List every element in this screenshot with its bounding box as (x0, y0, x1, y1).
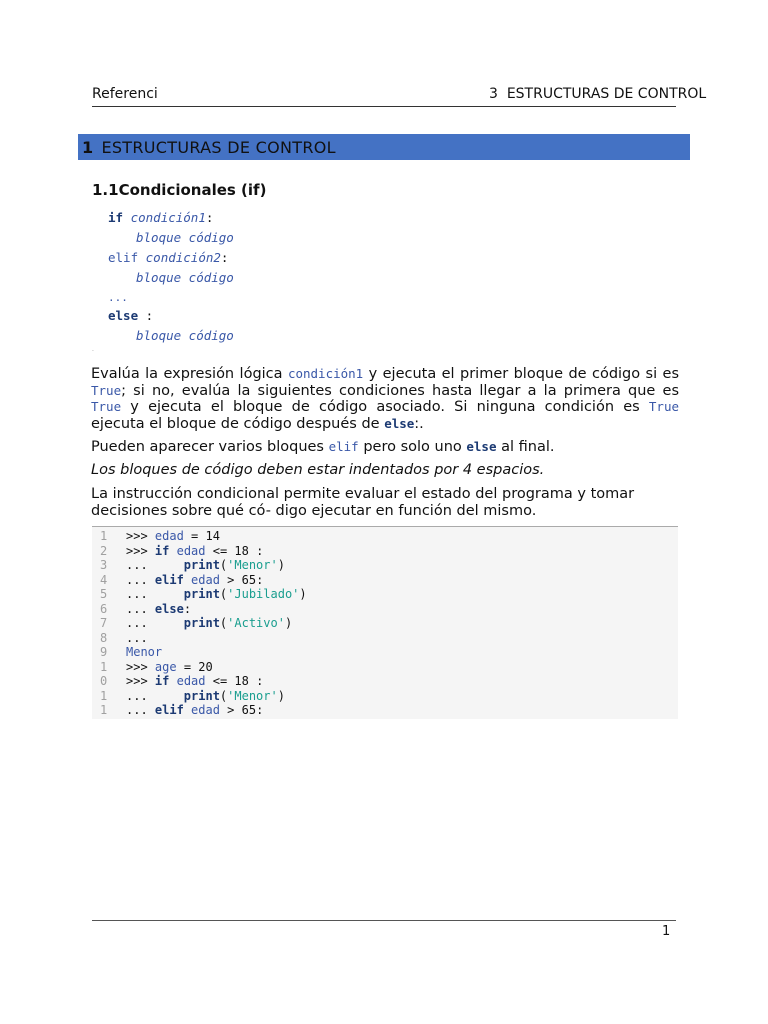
template-ellipsis: ... (108, 291, 128, 304)
paragraph-elif-else (91, 439, 679, 456)
code-prompt: ... (126, 630, 148, 645)
footer-rule (92, 920, 676, 921)
line-number: 1 (100, 659, 108, 674)
code-line (92, 674, 678, 689)
code-token: ) (277, 558, 285, 572)
code-text (126, 573, 263, 588)
template-else-colon: : (138, 308, 154, 323)
code-listing (92, 526, 678, 719)
code-text (126, 544, 263, 559)
template-condition-1: condición1 (130, 210, 206, 225)
code-token: edad (176, 674, 206, 688)
code-token: 'Menor' (227, 558, 278, 572)
inline-code: condición1 (287, 366, 364, 381)
syntax-template (108, 208, 234, 346)
code-prompt: ... (126, 703, 155, 717)
line-number: 2 (100, 543, 108, 558)
running-header-title: ESTRUCTURAS DE CONTROL (506, 86, 707, 102)
code-token: > 65: (219, 572, 264, 587)
subsection-title: Condicionales (if) (118, 181, 267, 199)
code-text (126, 631, 148, 646)
code-token (184, 703, 191, 717)
paragraph-indentation-note: Los bloques de código deben estar indentados por 4 espacios. (91, 462, 545, 478)
code-token: elif (154, 572, 184, 587)
code-token: edad (154, 529, 184, 543)
inline-code: elif (328, 439, 359, 454)
code-token: else (154, 601, 184, 616)
code-text (126, 703, 263, 718)
code-line (92, 529, 678, 544)
code-prompt: >>> (126, 529, 155, 543)
code-token: ) (284, 616, 293, 630)
code-text (126, 645, 162, 660)
template-block-2: bloque código (136, 270, 234, 285)
line-number: 9 (100, 645, 108, 659)
code-token: = 20 (176, 659, 213, 674)
code-token: edad (176, 543, 206, 558)
code-prompt: >>> (126, 543, 155, 558)
running-header-number: 3 (489, 86, 498, 102)
code-text (126, 674, 263, 689)
code-prompt: ... (126, 587, 184, 601)
page-number: 1 (662, 924, 671, 939)
header-rule (92, 106, 676, 107)
code-token: = 14 (183, 529, 220, 543)
text-span: pero solo uno (358, 439, 467, 455)
code-text (126, 660, 213, 675)
section-title: ESTRUCTURAS DE CONTROL (101, 138, 336, 157)
code-token: ( (219, 587, 228, 601)
code-token: if (154, 674, 170, 688)
code-prompt: ... (126, 616, 184, 630)
inline-code: True (91, 399, 122, 414)
running-header-left: Referenci (92, 86, 158, 102)
text-span: Evalúa la expresión lógica (91, 366, 288, 382)
code-token: ) (299, 587, 307, 601)
code-token: 'Activo' (227, 616, 285, 630)
code-prompt: >>> (126, 659, 155, 674)
inline-code: True (91, 382, 122, 398)
text-span: Pueden aparecer varios bloques (91, 439, 329, 455)
code-text (126, 616, 292, 631)
code-text (126, 529, 220, 544)
code-line (92, 645, 678, 660)
template-elif-keyword: elif (108, 250, 139, 265)
code-prompt: ... (126, 558, 184, 572)
code-body (92, 527, 678, 718)
code-token: : (183, 601, 192, 616)
text-span: ; si no, evalúa la siguientes condiciones hasta llegar a la primera que es (121, 382, 679, 399)
template-if-keyword: if (108, 210, 124, 225)
code-token (184, 573, 191, 587)
code-line (92, 544, 678, 559)
code-text (126, 602, 191, 617)
code-token (169, 544, 176, 558)
paragraph-description (91, 366, 679, 432)
code-line (92, 660, 678, 675)
text-span: ejecuta el bloque de código después de (91, 415, 385, 432)
code-token: <= 18 : (205, 674, 264, 688)
template-colon: : (220, 250, 229, 265)
code-token: print (183, 616, 220, 630)
code-token: ( (219, 558, 228, 572)
code-line (92, 689, 678, 704)
code-text (126, 587, 307, 602)
line-number: 6 (100, 601, 108, 616)
code-line (92, 602, 678, 617)
code-token: if (154, 543, 170, 558)
line-number: 3 (100, 558, 108, 572)
line-number: 1 (100, 688, 108, 703)
code-token: Menor (126, 645, 163, 659)
line-number: 0 (100, 674, 108, 688)
code-token: print (183, 558, 220, 572)
template-colon: : (205, 210, 214, 225)
code-prompt: ... (126, 601, 155, 616)
line-number: 8 (100, 630, 108, 645)
code-prompt: >>> (126, 674, 155, 688)
line-number: 7 (100, 616, 108, 630)
subsection-heading (92, 181, 266, 199)
code-token: ) (277, 688, 285, 703)
code-line (92, 573, 678, 588)
code-token: edad (191, 572, 220, 587)
paragraph-summary: La instrucción condicional permite evaluar el estado del programa y tomar decisiones sobre qué có- digo ejecutar en función del mismo. (91, 486, 635, 519)
text-span: y ejecuta el bloque de código asociado. Si ninguna condición es (121, 399, 649, 415)
template-else-keyword: else (108, 308, 139, 323)
code-token: elif (154, 703, 184, 717)
code-token: 'Menor' (227, 688, 278, 703)
line-number: 4 (100, 572, 108, 587)
code-text (126, 689, 285, 704)
code-token: print (183, 688, 220, 703)
code-line (92, 631, 678, 646)
code-token: ( (219, 688, 228, 703)
code-token: 'Jubilado' (227, 587, 300, 601)
line-number: 1 (100, 529, 108, 543)
code-token: > 65: (219, 703, 264, 717)
code-token: ( (219, 616, 228, 630)
text-span: y ejecuta el primer bloque de código si es (363, 366, 680, 382)
code-token: edad (191, 703, 220, 717)
subsection-number: 1.1 (92, 181, 119, 199)
running-header-right (489, 86, 707, 106)
code-token: print (183, 587, 220, 601)
line-number: 5 (100, 587, 108, 601)
section-number: 1 (82, 138, 94, 157)
inline-code: True (648, 399, 679, 414)
section-heading (82, 138, 336, 157)
code-token (169, 674, 176, 688)
template-condition-2: condición2 (145, 250, 221, 265)
code-prompt: ... (126, 572, 155, 587)
code-prompt: ... (126, 688, 184, 703)
line-number: 1 (100, 703, 108, 717)
code-line (92, 558, 678, 573)
inline-code: else (466, 439, 497, 454)
code-line (92, 703, 678, 718)
template-end-dot: . (92, 346, 94, 353)
template-block-3: bloque código (136, 328, 234, 343)
text-span: al final. (496, 439, 555, 455)
code-line (92, 587, 678, 602)
template-block-1: bloque código (136, 230, 234, 245)
code-line (92, 616, 678, 631)
code-token: <= 18 : (205, 543, 264, 558)
code-text (126, 558, 285, 573)
text-span: :. (414, 415, 424, 432)
code-token: age (154, 659, 177, 674)
inline-code: else (384, 415, 415, 431)
